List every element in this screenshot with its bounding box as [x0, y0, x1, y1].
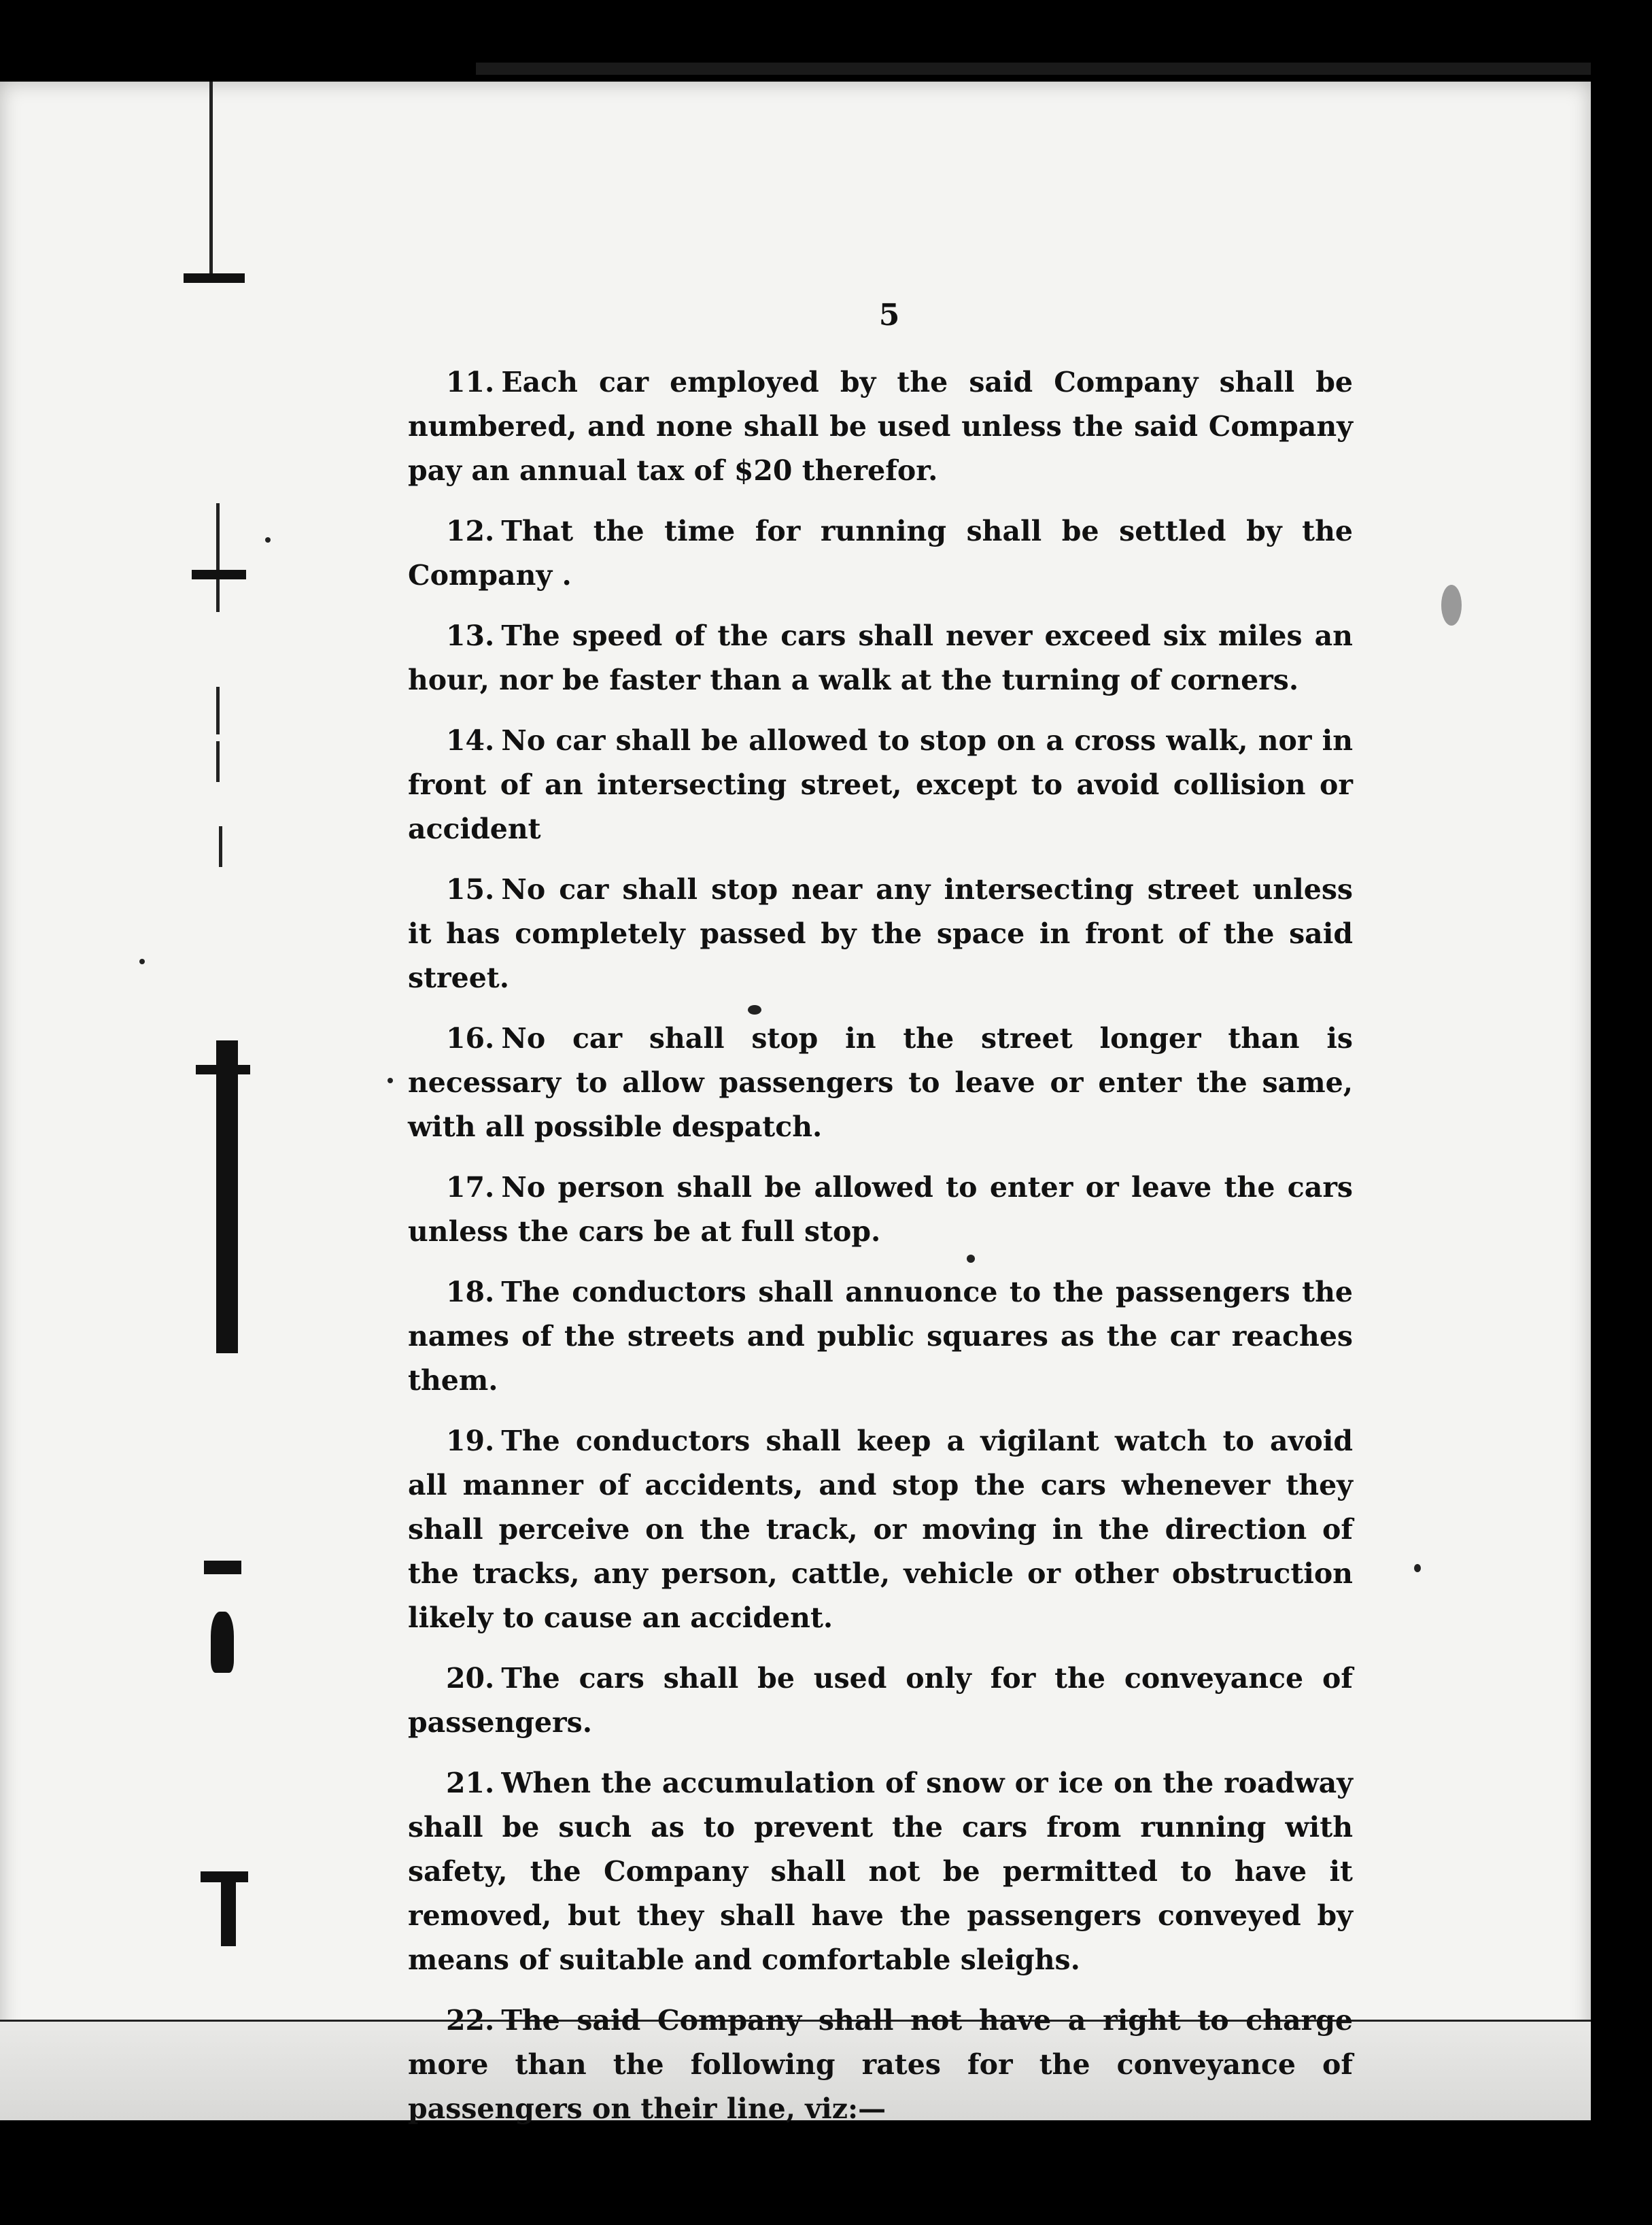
page-number: 5: [878, 298, 900, 333]
paragraph-number: 11.: [446, 366, 495, 398]
paragraph-number: 18.: [446, 1276, 495, 1308]
binding-mark: [192, 570, 246, 579]
binding-mark: [216, 1040, 238, 1353]
page-top-edge: [476, 63, 1591, 75]
scan-speck: [139, 959, 145, 964]
paragraph-number: 20.: [446, 1662, 495, 1695]
paragraph-text: That the time for running shall be settled by the Company .: [408, 515, 1353, 592]
paragraph-number: 21.: [446, 1767, 495, 1799]
binding-line: [216, 503, 220, 612]
binding-line: [216, 741, 220, 782]
binding-line: [216, 687, 220, 734]
binding-mark: [204, 1561, 241, 1574]
regulation-paragraph: [408, 1166, 1353, 1254]
scan-speck: [265, 537, 271, 543]
paragraph-text: The said Company shall not have a right to charge more than the following rates for the conveyance of passengers on their line, viz:—: [408, 2004, 1353, 2125]
paragraph-number: 17.: [446, 1171, 495, 1204]
paragraph-text: The cars shall be used only for the conveyance of passengers.: [408, 1662, 1353, 1739]
paragraph-number: 15.: [446, 873, 495, 906]
scan-speck: [1441, 585, 1462, 626]
regulation-paragraph: [408, 509, 1353, 598]
paragraph-number: 14.: [446, 724, 495, 757]
regulation-paragraph: [408, 719, 1353, 851]
regulations-text: [408, 360, 1353, 2147]
paragraph-number: 22.: [446, 2004, 495, 2037]
regulation-paragraph: [408, 1657, 1353, 1745]
paragraph-text: No car shall stop near any intersecting street unless it has completely passed by the space in front of the said street.: [408, 873, 1353, 994]
binding-line: [219, 826, 222, 867]
regulation-paragraph: [408, 868, 1353, 1000]
regulation-paragraph: [408, 1999, 1353, 2131]
paragraph-text: The speed of the cars shall never exceed six miles an hour, nor be faster than a walk at the turning of corners.: [408, 619, 1353, 696]
paragraph-text: No person shall be allowed to enter or leave the cars unless the cars be at full stop.: [408, 1171, 1353, 1248]
paragraph-text: The conductors shall keep a vigilant watch to avoid all manner of accidents, and stop the cars whenever they shall perceive on the track, or moving in the direction of the tracks, any person, cattle, vehicle or other obstruction likely to cause an accident.: [408, 1425, 1353, 1634]
paragraph-text: No car shall stop in the street longer than is necessary to allow passengers to leave or enter the same, with all possible despatch.: [408, 1022, 1353, 1143]
binding-mark: [221, 1871, 236, 1946]
scan-speck: [1414, 1564, 1421, 1572]
binding-mark: [184, 273, 245, 283]
paragraph-number: 19.: [446, 1425, 495, 1457]
binding-mark: [211, 1612, 234, 1673]
paragraph-text: When the accumulation of snow or ice on the roadway shall be such as to prevent the cars from running with safety, the Company shall not be permitted to have it removed, but they shall have the passengers conveyed by means of suitable and comfortable sleighs.: [408, 1767, 1353, 1976]
paragraph-number: 13.: [446, 619, 495, 652]
paragraph-text: The conductors shall annuonce to the passengers the names of the streets and public squares as the car reaches them.: [408, 1276, 1353, 1397]
regulation-paragraph: [408, 614, 1353, 702]
regulation-paragraph: [408, 1017, 1353, 1149]
paragraph-number: 12.: [446, 515, 495, 547]
binding-line: [209, 82, 213, 279]
regulation-paragraph: [408, 360, 1353, 493]
regulation-paragraph: [408, 1270, 1353, 1403]
paragraph-text: No car shall be allowed to stop on a cross walk, nor in front of an intersecting street, except to avoid collision or accident: [408, 724, 1353, 845]
paragraph-number: 16.: [446, 1022, 495, 1055]
regulation-paragraph: [408, 1761, 1353, 1982]
regulation-paragraph: [408, 1419, 1353, 1640]
scan-speck: [388, 1078, 393, 1083]
paragraph-text: Each car employed by the said Company shall be numbered, and none shall be used unless the said Company pay an annual tax of $20 therefor.: [408, 366, 1353, 487]
